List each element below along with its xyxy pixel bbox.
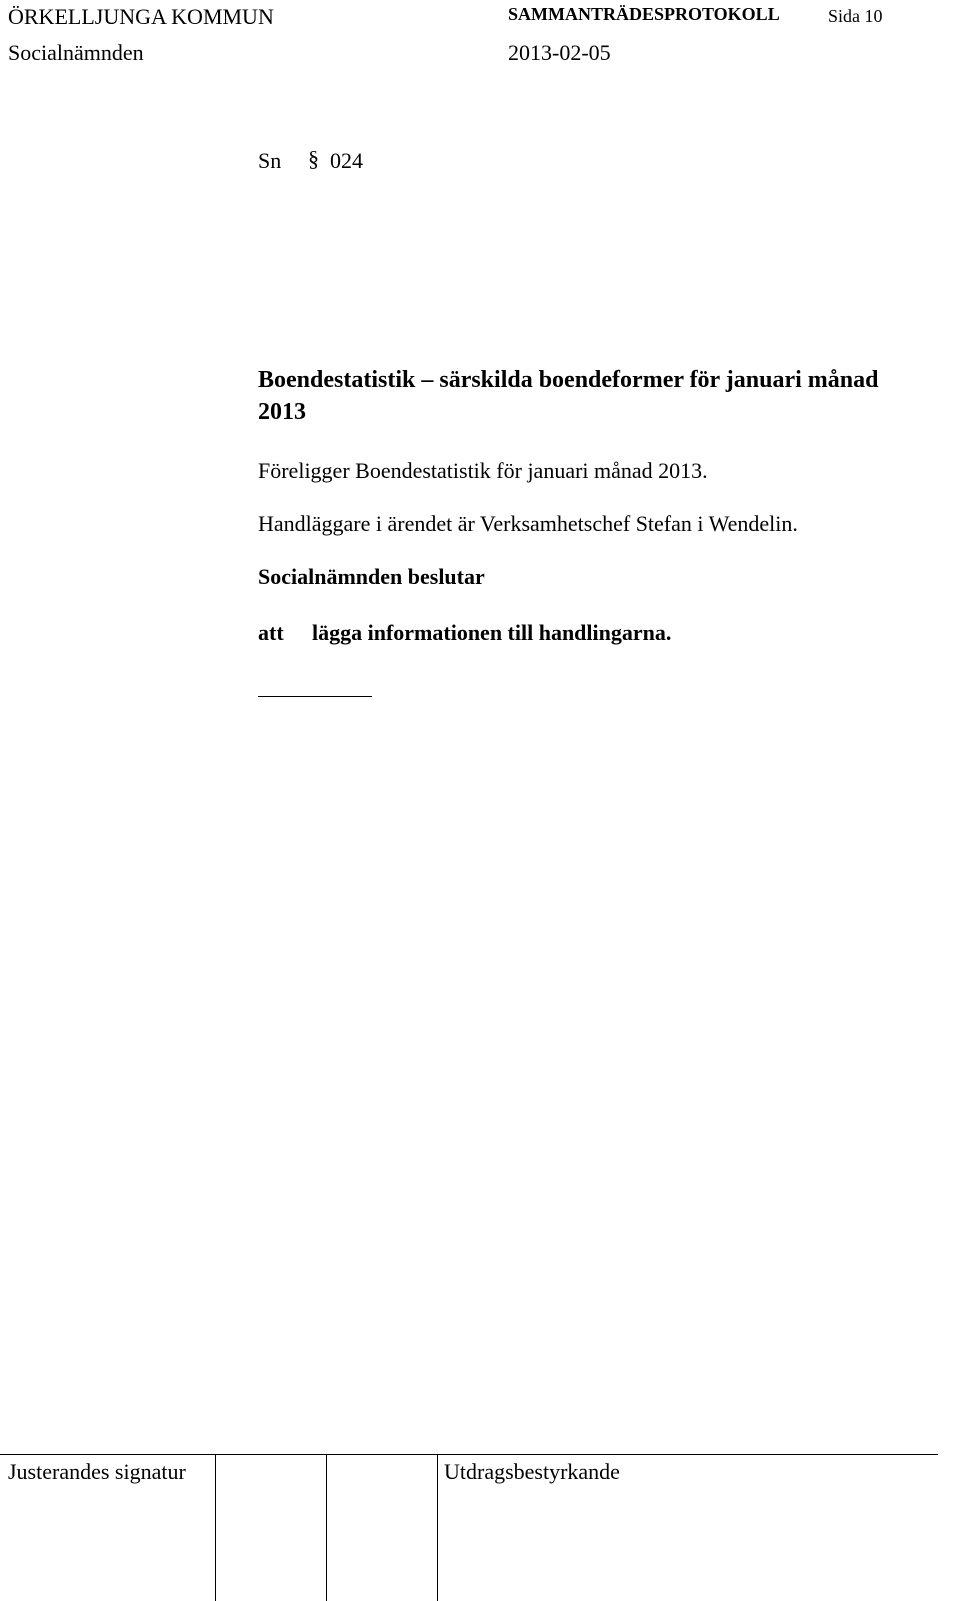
signature-box-divider (326, 1455, 327, 1601)
end-rule (258, 696, 372, 697)
paragraph-number: 024 (330, 148, 363, 173)
page-number: Sida 10 (828, 6, 883, 26)
decision-heading: Socialnämnden beslutar (258, 564, 485, 589)
footer-extract-label: Utdragsbestyrkande (444, 1459, 620, 1484)
body-line-handler: Handläggare i ärendet är Verksamhetschef Stefan i Wendelin. (258, 511, 798, 536)
footer-signature-label: Justerandes signatur (8, 1459, 186, 1484)
body-line-presented: Föreligger Boendestatistik för januari månad 2013. (258, 458, 708, 483)
signature-box-divider (215, 1455, 216, 1601)
decision-text: lägga informationen till handlingarna. (312, 620, 672, 645)
meeting-date: 2013-02-05 (508, 40, 611, 65)
decision-att-label: att (258, 620, 284, 645)
signature-box-divider (437, 1455, 438, 1601)
section-sign: § (308, 146, 319, 171)
paragraph-prefix: Sn (258, 148, 282, 173)
organization-name: ÖRKELLJUNGA KOMMUN (8, 4, 274, 29)
board-name: Socialnämnden (8, 40, 144, 65)
footer-rule (0, 1454, 938, 1455)
item-title: Boendestatistik – särskilda boendeformer för januari månad 2013 (258, 367, 879, 425)
document-type: SAMMANTRÄDESPROTOKOLL (508, 4, 780, 24)
